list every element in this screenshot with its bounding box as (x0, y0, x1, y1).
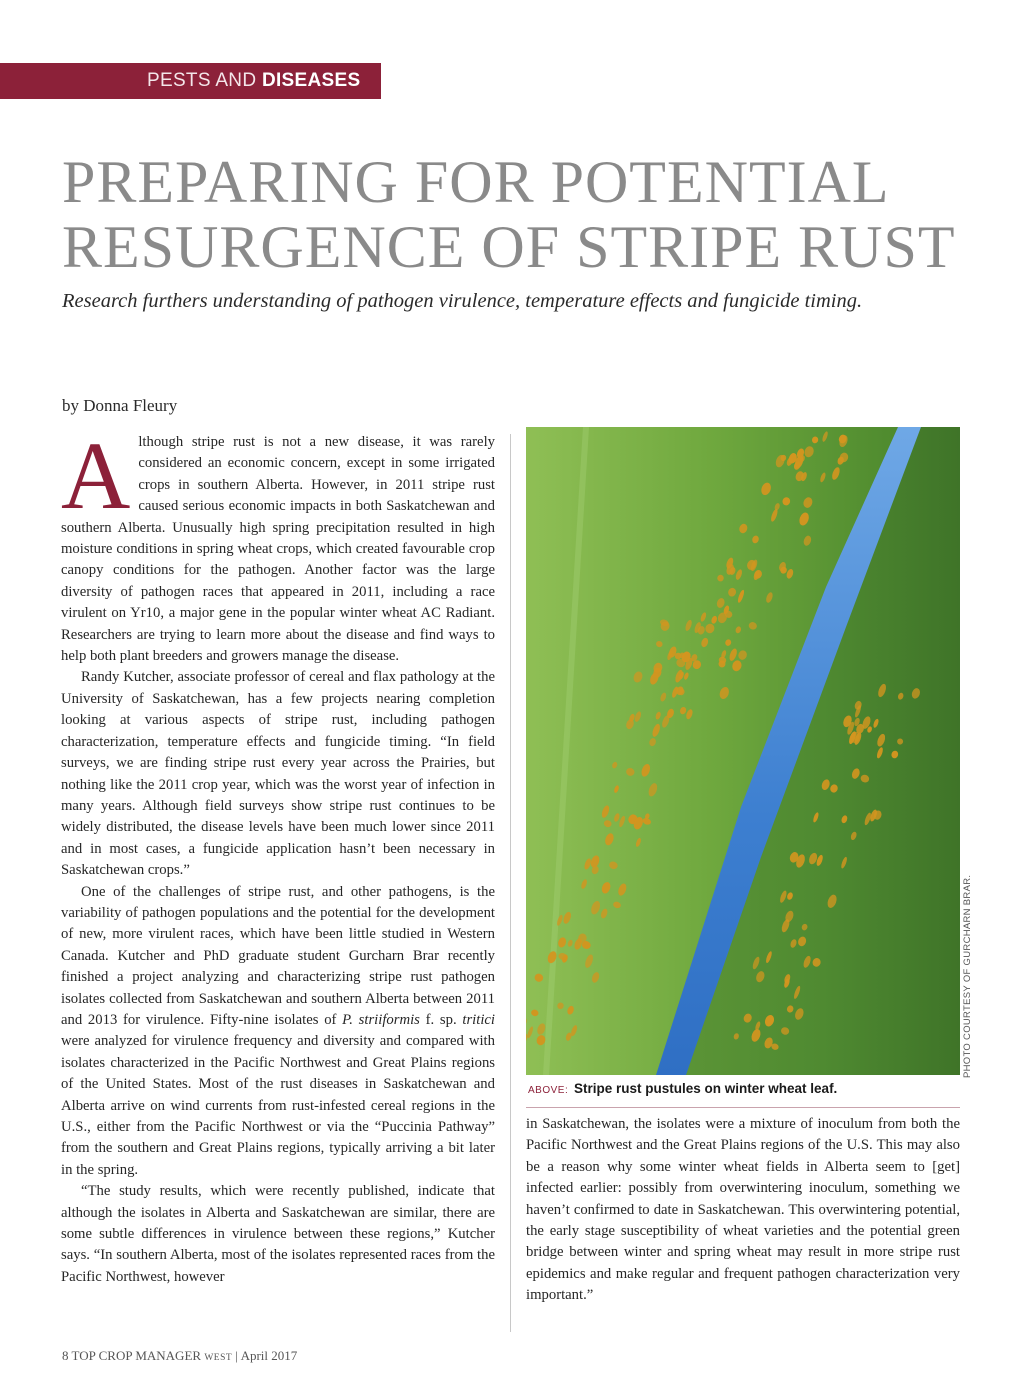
section-label-light: PESTS AND (147, 70, 257, 91)
page-footer (62, 1348, 297, 1364)
column-divider (510, 434, 511, 1332)
section-label (147, 70, 360, 92)
page-number: 8 (62, 1348, 69, 1363)
article-paragraph-5: in Saskatchewan, the isolates were a mixture of inoculum from both the Pacific Northwest and the Great Plains regions of the U.S. This may also be a reason why some winter wheat fields in Alberta seem to [get] infected earlier: possibly from overwintering inoculum, something we haven’t confirmed to date in Saskatchewan. This overwintering potential, the early stage susceptibility of wheat varieties and the potential green bridge between winter and spring wheat may result in more stripe rust epidemics and make regular and frequent pathogen characterization very important.” (526, 1116, 960, 1304)
drop-cap: A (61, 422, 131, 529)
photo-caption (528, 1081, 837, 1096)
wheat-leaf-photo (526, 427, 960, 1075)
article-deck: Research furthers understanding of pathogen virulence, temperature effects and fungicide timing. (62, 290, 863, 312)
magazine-edition: WEST (204, 1353, 233, 1363)
caption-label: ABOVE: (528, 1085, 569, 1096)
species-name: P. striiformis (342, 1011, 420, 1028)
caption-text: Stripe rust pustules on winter wheat leaf. (574, 1081, 838, 1096)
caption-rule (526, 1107, 960, 1108)
photo-credit (962, 874, 980, 1258)
article-headline: PREPARING FOR POTENTIAL RESURGENCE OF STRIPE RUST (62, 149, 956, 280)
article-paragraph-4: “The study results, which were recently published, indicate that although the isolates in Alberta and Saskatchewan are similar, there are some subtle differences in virulence between these regions,” Kutcher says. “In southern Alberta, most of the isolates represented races from the Pacific Northwest, however (61, 1183, 495, 1285)
paragraph-3-text-c: were analyzed for virulence frequency and diversity and compared with isolates characterized in the Pacific Northwest and Great Plains regions of the United States. Most of the rust diseases in Saskatchewan and Alberta arrive on wind currents from rust-infested cereal regions in the U.S., either from the Pacific Northwest or via the “Puccinia Pathway” from the southern and Great Plains regions, typically arriving a bit later in the spring. (61, 1033, 495, 1178)
photo-credit-text: PHOTO COURTESY OF GURCHARN BRAR. (962, 874, 973, 1078)
issue-date: April 2017 (240, 1348, 298, 1363)
article-paragraph-2: Randy Kutcher, associate professor of cereal and flax pathology at the University of Saskatchewan, has a few projects nearing completion looking at various aspects of stripe rust, including pathogen characterization, temperature effects and fungicide timing. “In field surveys, we are finding stripe rust every year across the Prairies, but nothing like the 2011 crop year, which was the worst year of infection in many years. Although field surveys show stripe rust continues to be widely distributed, the disease levels have been much lower since 2011 and in most cases, a fungicide application hasn’t been necessary in Saskatchewan crops.” (61, 669, 495, 879)
article-paragraph-3 (61, 882, 495, 1182)
paragraph-3-text-b: f. sp. (419, 1011, 463, 1028)
section-label-bold: DISEASES (261, 70, 361, 91)
paragraph-1-text: lthough stripe rust is not a new disease, it was rarely considered an economic concern, except in some irrigated crops in southern Alberta. However, in 2011 stripe rust caused serious economic impacts in both Saskatchewan and southern Alberta. Unusually high spring precipitation resulted in high moisture conditions in spring wheat crops, which created favourable crop canopy conditions for the pathogen. Another factor was the large diversity of pathogen races that appeared in 2011, including a race virulent on Yr10, a major gene in the popular winter wheat AC Radiant. Researchers are trying to learn more about the disease and find ways to help both plant breeders and growers manage the disease. (61, 434, 495, 665)
article-paragraph-1 (61, 422, 495, 667)
footer-separator: | (235, 1348, 239, 1363)
section-banner (0, 63, 381, 99)
forma-name: tritici (462, 1011, 496, 1028)
byline: by Donna Fleury (62, 396, 178, 415)
wheat-leaf-illustration (526, 427, 960, 1075)
article-column-right (526, 1114, 960, 1307)
paragraph-3-text-a: One of the challenges of stripe rust, and other pathogens, is the variability of pathogen populations and the potential for the development of new, more virulent races, which have been little studied in Western Canada. Kutcher and PhD graduate student Gurcharn Brar recently finished a project analyzing and characterizing stripe rust pathogen isolates collected from Saskatchewan and southern Alberta between 2011 and 2013 for virulence. Fifty-nine isolates of (61, 883, 495, 1028)
magazine-name: TOP CROP MANAGER (71, 1348, 202, 1363)
article-column-left (61, 422, 496, 1288)
